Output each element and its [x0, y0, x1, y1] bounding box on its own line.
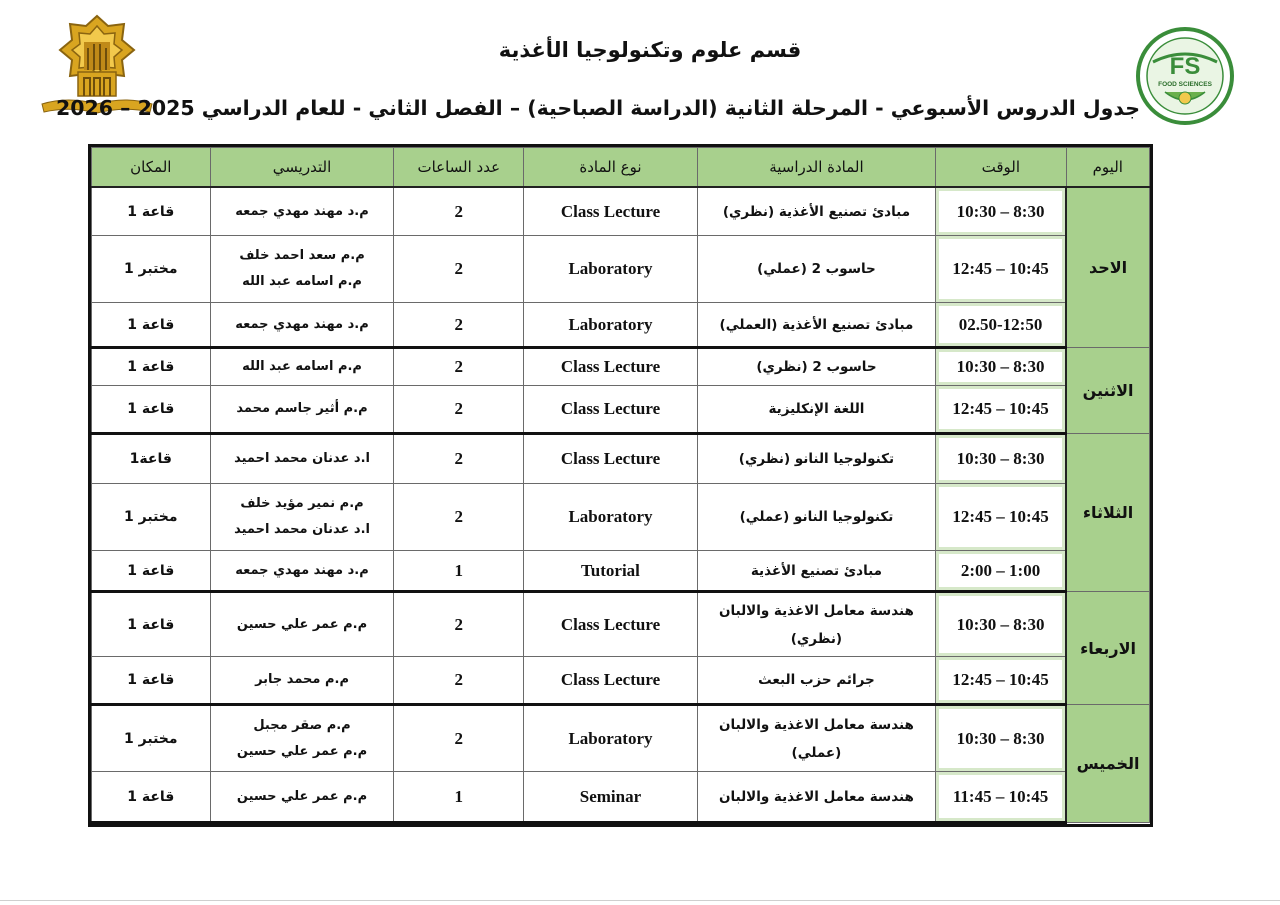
teacher-cell [210, 187, 394, 236]
time-cell [936, 433, 1067, 484]
time-value: 10:30 – 8:30 [956, 728, 1045, 748]
teacher-name: م.م عمر علي حسين [236, 616, 368, 632]
subject-cell: هندسة معامل الاغذية والالبان (نظري) [697, 592, 935, 657]
type-cell: Class Lecture [524, 348, 698, 386]
department-title: قسم علوم وتكنولوجيا الأغذية [498, 38, 802, 62]
subject-cell: جرائم حزب البعث [697, 657, 935, 705]
teacher-cell [210, 704, 394, 771]
schedule-body [92, 187, 1150, 823]
subject-cell: مبادئ تصنيع الأغذية [697, 551, 935, 592]
hours-cell: 2 [394, 657, 524, 705]
teacher-name: م.م اسامه عبد الله [242, 274, 362, 290]
day-cell: الاثنين [1066, 348, 1149, 433]
teacher-name: م.د مهند مهدي جمعه [235, 562, 369, 578]
time-cell [936, 236, 1067, 303]
col-header-day: اليوم [1066, 148, 1149, 188]
day-cell: الاحد [1066, 187, 1149, 348]
col-header-teacher: التدريسي [210, 148, 394, 188]
type-cell: Tutorial [524, 551, 698, 592]
teacher-name: م.م عمر علي حسين [236, 743, 368, 759]
time-cell [936, 303, 1067, 348]
hours-cell: 2 [394, 187, 524, 236]
time-cell [936, 484, 1067, 551]
time-value: 11:45 – 10:45 [952, 786, 1049, 806]
subject-cell: مبادئ تصنيع الأغذية (نظري) [697, 187, 935, 236]
time-value: 12:45 – 10:45 [952, 507, 1049, 527]
teacher-cell [210, 236, 394, 303]
day-cell: الثلاثاء [1066, 433, 1149, 592]
hours-cell: 1 [394, 772, 524, 823]
type-cell: Laboratory [524, 484, 698, 551]
col-header-place: المكان [92, 148, 211, 188]
teacher-name: م.م نمير مؤيد خلف [240, 496, 364, 512]
subject-cell: اللغة الإنكليزية [697, 385, 935, 433]
place-cell: قاعة 1 [92, 657, 211, 705]
type-cell: Class Lecture [524, 385, 698, 433]
type-cell: Class Lecture [524, 592, 698, 657]
type-cell: Laboratory [524, 704, 698, 771]
table-row [92, 385, 1150, 433]
table-row [92, 187, 1150, 236]
day-cell: الاربعاء [1066, 592, 1149, 705]
place-cell: مختبر 1 [92, 236, 211, 303]
col-header-subject: المادة الدراسية [697, 148, 935, 188]
teacher-name: م.د مهند مهدي جمعه [235, 316, 369, 332]
hours-cell: 2 [394, 484, 524, 551]
time-value: 12:45 – 10:45 [952, 398, 1049, 418]
place-cell: قاعة 1 [92, 551, 211, 592]
food-sciences-logo [1135, 26, 1235, 126]
table-row [92, 348, 1150, 386]
time-cell [936, 704, 1067, 771]
subject-cell: حاسوب 2 (عملي) [697, 236, 935, 303]
table-row [92, 772, 1150, 823]
table-row [92, 704, 1150, 771]
time-value: 10:30 – 8:30 [956, 201, 1045, 221]
type-cell: Class Lecture [524, 187, 698, 236]
col-header-time: الوقت [936, 148, 1067, 188]
place-cell: قاعة 1 [92, 187, 211, 236]
time-value: 12:45 – 10:45 [952, 670, 1049, 690]
table-row [92, 592, 1150, 657]
subject-cell: مبادئ تصنيع الأغذية (العملي) [697, 303, 935, 348]
hours-cell: 2 [394, 236, 524, 303]
subject-cell: هندسة معامل الاغذية والالبان [697, 772, 935, 823]
table-row [92, 303, 1150, 348]
table-row [92, 551, 1150, 592]
place-cell: مختبر 1 [92, 484, 211, 551]
time-cell [936, 348, 1067, 386]
time-cell [936, 551, 1067, 592]
table-row [92, 433, 1150, 484]
schedule-title: جدول الدروس الأسبوعي - المرحلة الثانية (الدراسة الصباحية) – الفصل الثاني - للعام الدراسي 2025 – 2026 [55, 96, 1140, 120]
place-cell: قاعة 1 [92, 592, 211, 657]
table-row [92, 657, 1150, 705]
day-cell: الخميس [1066, 704, 1149, 822]
teacher-name: م.م صقر مجبل [253, 717, 351, 733]
teacher-name: م.م محمد جابر [255, 672, 349, 688]
time-cell [936, 657, 1067, 705]
table-row [92, 236, 1150, 303]
svg-text:FS: FS [1169, 53, 1201, 80]
time-value: 10:30 – 8:30 [956, 614, 1045, 634]
col-header-type: نوع المادة [524, 148, 698, 188]
teacher-name: ا.د عدنان محمد احميد [234, 522, 370, 538]
weekly-schedule-table [91, 147, 1150, 824]
type-cell: Laboratory [524, 236, 698, 303]
subject-cell: هندسة معامل الاغذية والالبان (عملي) [697, 704, 935, 771]
subject-cell: تكنولوجيا النانو (عملي) [697, 484, 935, 551]
hours-cell: 2 [394, 303, 524, 348]
place-cell: قاعة 1 [92, 772, 211, 823]
table-row [92, 484, 1150, 551]
time-cell [936, 385, 1067, 433]
subject-cell: حاسوب 2 (نظري) [697, 348, 935, 386]
time-value: 2:00 – 1:00 [960, 560, 1041, 580]
hours-cell: 1 [394, 551, 524, 592]
place-cell: مختبر 1 [92, 704, 211, 771]
time-cell [936, 187, 1067, 236]
teacher-name: م.م أثير جاسم محمد [236, 400, 368, 416]
teacher-name: م.م اسامه عبد الله [242, 358, 362, 374]
hours-cell: 2 [394, 348, 524, 386]
type-cell: Seminar [524, 772, 698, 823]
time-value: 10:30 – 8:30 [956, 356, 1045, 376]
svg-text:FOOD SCIENCES: FOOD SCIENCES [1158, 81, 1212, 88]
teacher-cell [210, 348, 394, 386]
subject-cell: تكنولوجيا النانو (نظري) [697, 433, 935, 484]
teacher-cell [210, 657, 394, 705]
teacher-cell [210, 592, 394, 657]
time-value: 10:30 – 8:30 [956, 448, 1045, 468]
teacher-cell [210, 484, 394, 551]
schedule-table-wrapper [88, 144, 1153, 827]
time-value: 12:45 – 10:45 [952, 259, 1049, 279]
header-row [92, 148, 1150, 188]
type-cell: Class Lecture [524, 433, 698, 484]
time-cell [936, 772, 1067, 823]
hours-cell: 2 [394, 704, 524, 771]
hours-cell: 2 [394, 433, 524, 484]
place-cell: قاعة1 [92, 433, 211, 484]
type-cell: Class Lecture [524, 657, 698, 705]
time-value: 02.50-12:50 [958, 314, 1043, 334]
teacher-cell [210, 772, 394, 823]
page-bottom-rule [0, 900, 1280, 901]
teacher-name: ا.د عدنان محمد احميد [234, 450, 370, 466]
teacher-cell [210, 551, 394, 592]
teacher-name: م.م عمر علي حسين [236, 788, 368, 804]
type-cell: Laboratory [524, 303, 698, 348]
teacher-name: م.م سعد احمد خلف [239, 248, 365, 264]
teacher-cell [210, 433, 394, 484]
teacher-cell [210, 303, 394, 348]
teacher-name: م.د مهند مهدي جمعه [235, 203, 369, 219]
place-cell: قاعة 1 [92, 303, 211, 348]
place-cell: قاعة 1 [92, 385, 211, 433]
hours-cell: 2 [394, 592, 524, 657]
col-header-hours: عدد الساعات [394, 148, 524, 188]
time-cell [936, 592, 1067, 657]
place-cell: قاعة 1 [92, 348, 211, 386]
teacher-cell [210, 385, 394, 433]
hours-cell: 2 [394, 385, 524, 433]
